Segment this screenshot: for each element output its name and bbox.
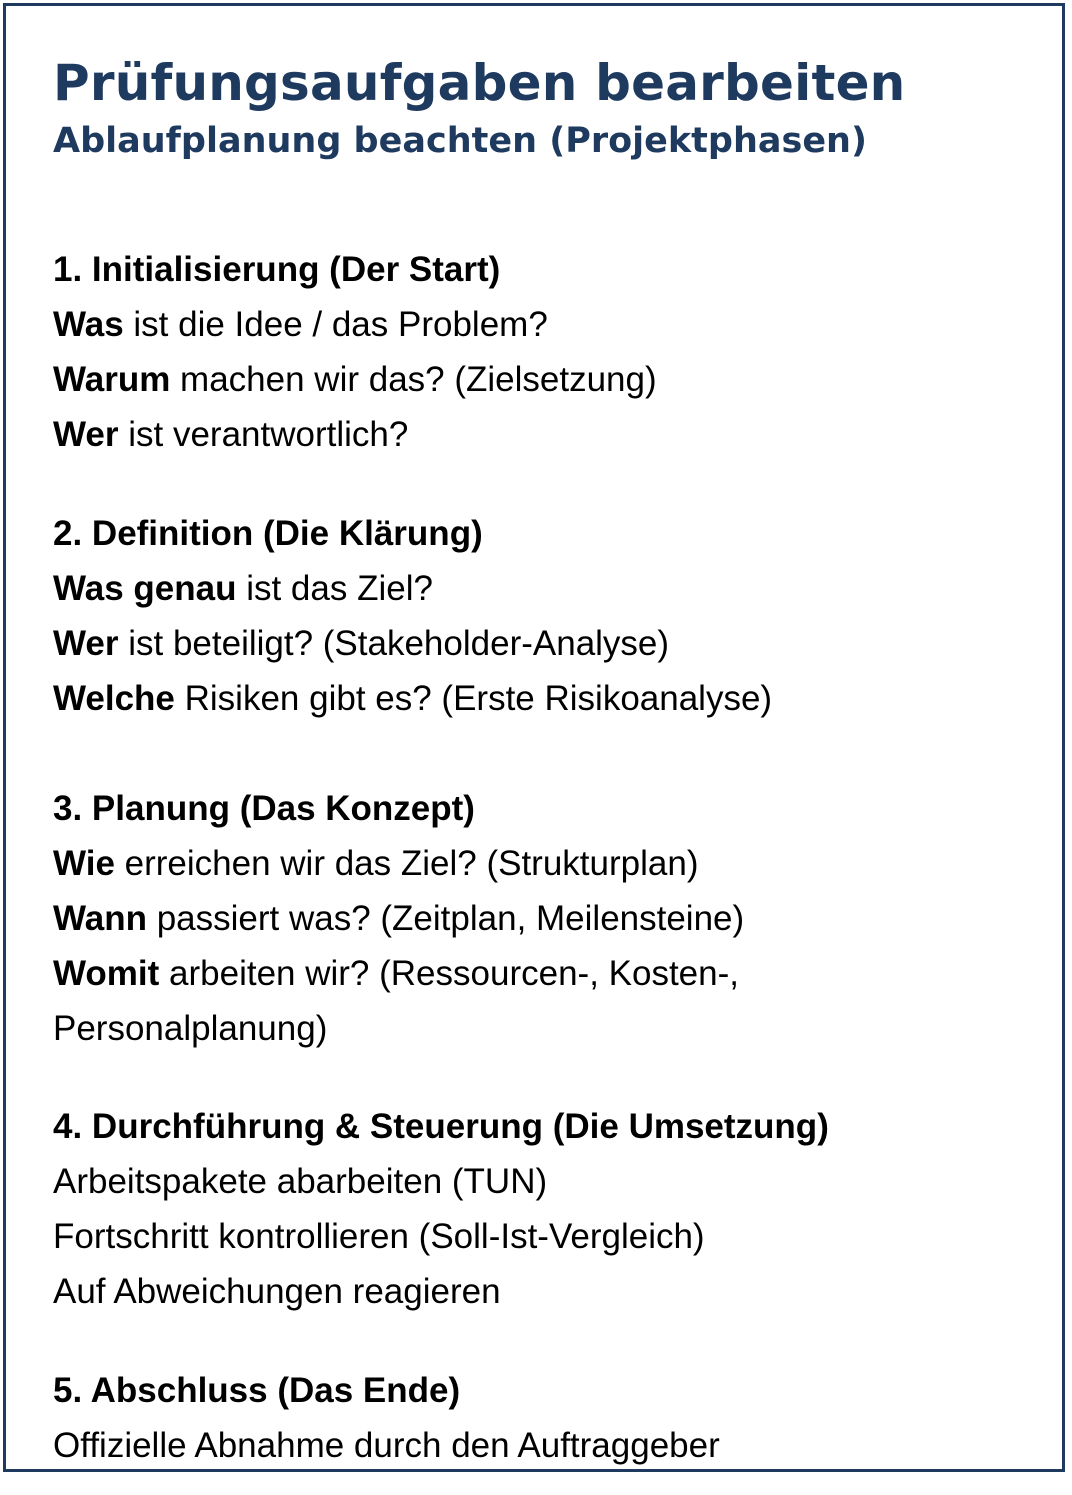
section-heading: 2. Definition (Die Klärung) <box>53 514 483 553</box>
keyword: Wer <box>53 415 119 454</box>
section-line <box>53 407 657 462</box>
document-content <box>53 50 1053 1465</box>
section-line <box>53 891 913 946</box>
section-definition <box>53 506 772 726</box>
line-text: Auf Abweichungen reagieren <box>53 1272 501 1311</box>
section-heading: 5. Abschluss (Das Ende) <box>53 1371 461 1410</box>
keyword: Was genau <box>53 569 237 608</box>
section-line <box>53 946 913 1056</box>
section-planung <box>53 781 913 1056</box>
line-text: ist beteiligt? (Stakeholder-Analyse) <box>118 624 670 663</box>
line-text: Risiken gibt es? (Erste Risikoanalyse) <box>174 679 773 718</box>
keyword: Womit <box>53 954 160 993</box>
line-text: Offizielle Abnahme durch den Auftraggeber <box>53 1426 720 1465</box>
line-text: erreichen wir das Ziel? (Strukturplan) <box>114 844 699 883</box>
section-line <box>53 616 772 671</box>
page-title: Prüfungsaufgaben bearbeiten <box>53 54 906 112</box>
line-text: arbeiten wir? (Ressourcen-, Kosten-, Personalplanung) <box>53 954 739 1048</box>
keyword: Wie <box>53 844 115 883</box>
section-line <box>53 671 772 726</box>
line-text: machen wir das? (Zielsetzung) <box>170 360 657 399</box>
line-text: passiert was? (Zeitplan, Meilensteine) <box>146 899 745 938</box>
section-abschluss <box>53 1363 720 1473</box>
line-text: ist das Ziel? <box>236 569 433 608</box>
section-line <box>53 1209 829 1264</box>
keyword: Welche <box>53 679 175 718</box>
section-line <box>53 1418 720 1473</box>
keyword: Was <box>53 305 124 344</box>
keyword: Wann <box>53 899 147 938</box>
line-text: Arbeitspakete abarbeiten (TUN) <box>53 1162 548 1201</box>
line-text: ist die Idee / das Problem? <box>123 305 548 344</box>
line-text: ist verantwortlich? <box>118 415 409 454</box>
section-heading: 1. Initialisierung (Der Start) <box>53 250 501 289</box>
line-text: Fortschritt kontrollieren (Soll-Ist-Vergleich) <box>53 1217 705 1256</box>
section-line <box>53 1264 829 1319</box>
keyword: Wer <box>53 624 119 663</box>
document-frame <box>3 3 1065 1472</box>
section-initialisierung <box>53 242 657 462</box>
page-subtitle: Ablaufplanung beachten (Projektphasen) <box>53 121 867 161</box>
section-durchfuehrung <box>53 1099 829 1319</box>
section-line <box>53 1154 829 1209</box>
section-heading: 4. Durchführung & Steuerung (Die Umsetzung) <box>53 1107 829 1146</box>
section-heading: 3. Planung (Das Konzept) <box>53 789 475 828</box>
keyword: Warum <box>53 360 171 399</box>
section-line <box>53 297 657 352</box>
section-line <box>53 836 913 891</box>
section-line <box>53 352 657 407</box>
section-line <box>53 561 772 616</box>
